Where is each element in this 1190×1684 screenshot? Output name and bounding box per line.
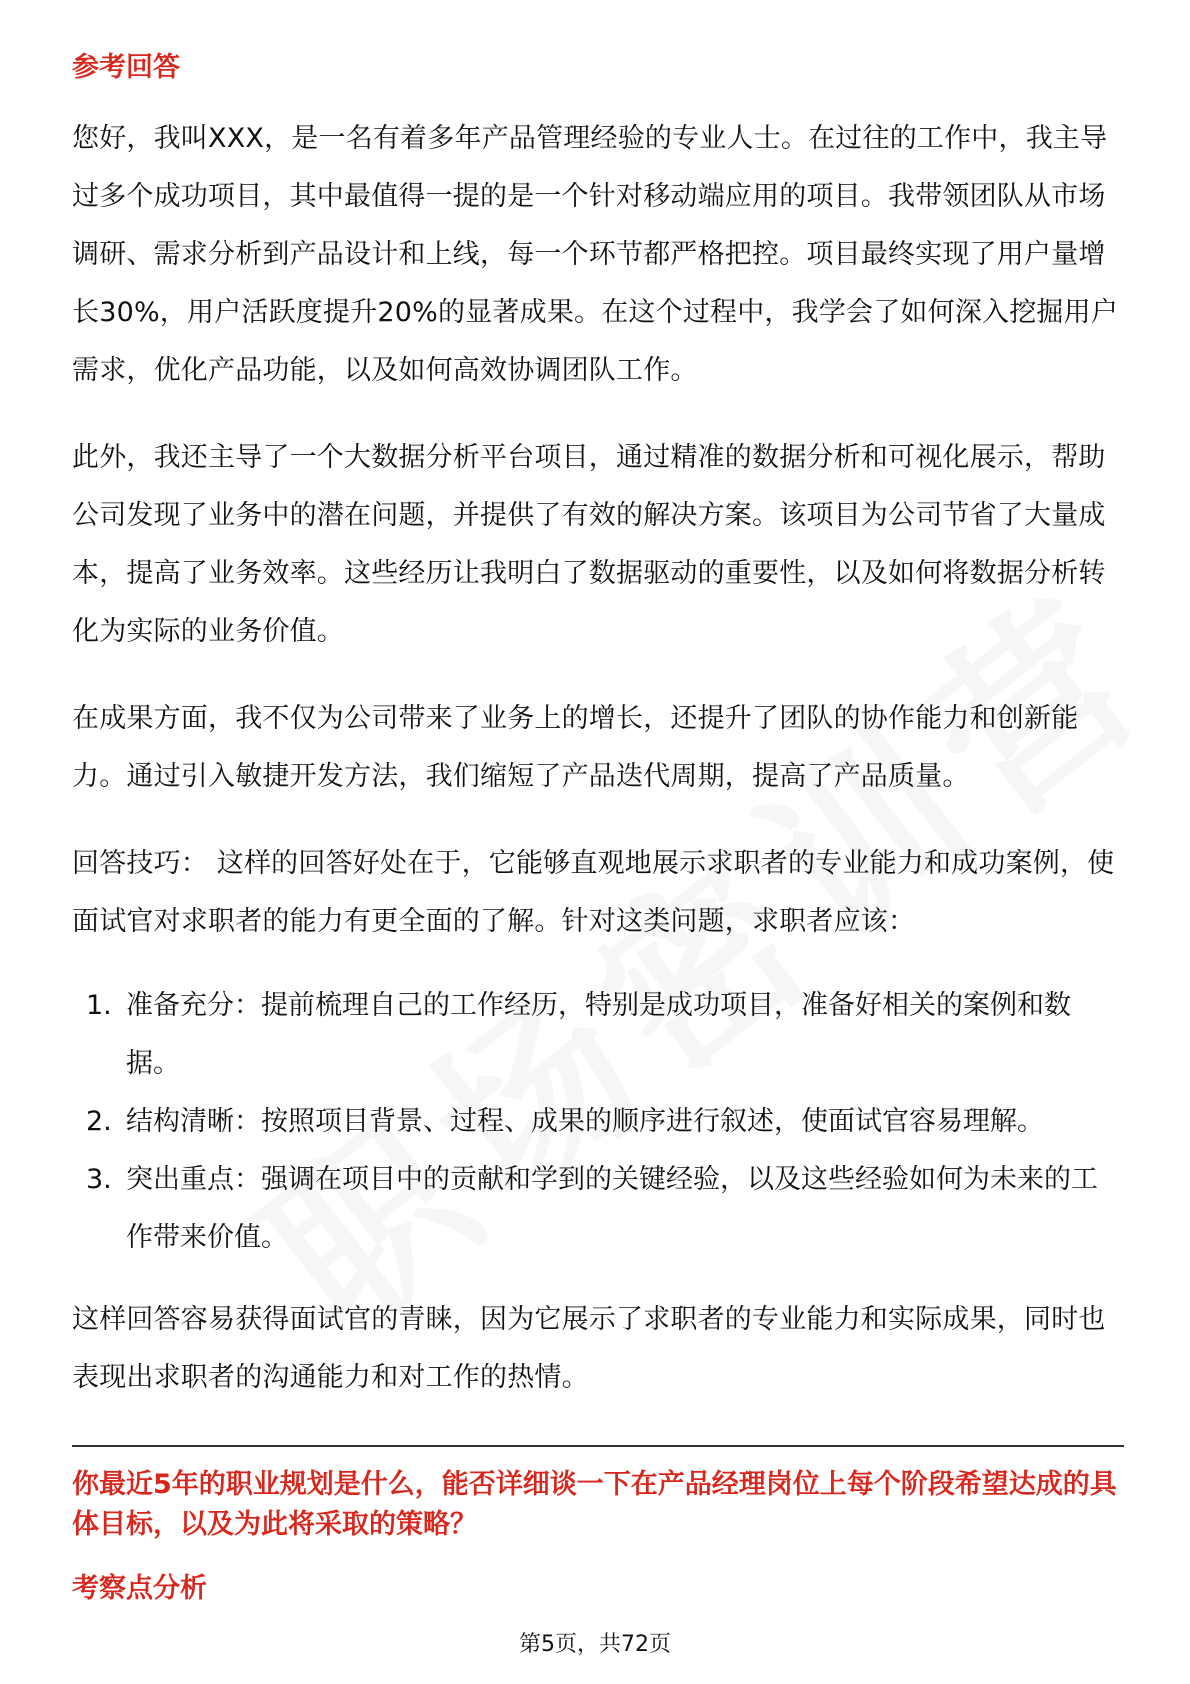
tips-list-text: 突出重点：强调在项目中的贡献和学到的关键经验，以及这些经验如何为未来的工作带来价值。 [126, 1164, 1098, 1253]
page-content [72, 48, 1124, 1609]
answer-paragraph-1: 您好，我叫XXX，是一名有着多年产品管理经验的专业人士。在过往的工作中，我主导过多个成功项目，其中最值得一提的是一个针对移动端应用的项目。我带领团队从市场调研、需求分析到产品设计和上线，每一个环节都严格把控。项目最终实现了用户量增长30%，用户活跃度提升20%的显著成果。在这个过程中，我学会了如何深入挖掘用户需求，优化产品功能，以及如何高效协调团队工作。 [72, 123, 1119, 386]
analysis-title: 考察点分析 [72, 1573, 207, 1604]
tips-list-text: 准备充分：提前梳理自己的工作经历，特别是成功项目，准备好相关的案例和数据。 [126, 990, 1071, 1079]
tips-list-text: 结构清晰：按照项目背景、过程、成果的顺序进行叙述，使面试官容易理解。 [126, 1106, 1044, 1137]
tips-list-number: 2. [86, 1106, 112, 1137]
answer-conclusion: 这样回答容易获得面试官的青睐，因为它展示了求职者的专业能力和实际成果，同时也表现出求职者的沟通能力和对工作的热情。 [72, 1304, 1106, 1393]
answer-paragraph-2: 此外，我还主导了一个大数据分析平台项目，通过精准的数据分析和可视化展示，帮助公司发现了业务中的潜在问题，并提供了有效的解决方案。该项目为公司节省了大量成本，提高了业务效率。这些经历让我明白了数据驱动的重要性，以及如何将数据分析转化为实际的业务价值。 [72, 442, 1106, 647]
section-title-reference-answer: 参考回答 [72, 52, 180, 83]
tips-list-number: 1. [86, 990, 112, 1021]
tips-list-item [72, 977, 1124, 1093]
answer-tips-intro: 回答技巧： 这样的回答好处在于，它能够直观地展示求职者的专业能力和成功案例，使面试官对求职者的能力有更全面的了解。针对这类问题，求职者应该： [72, 848, 1115, 937]
answer-paragraph-3: 在成果方面，我不仅为公司带来了业务上的增长，还提升了团队的协作能力和创新能力。通过引入敏捷开发方法，我们缩短了产品迭代周期，提高了产品质量。 [72, 703, 1079, 792]
page-footer: 第5页，共72页 [519, 1632, 671, 1657]
next-question: 你最近5年的职业规划是什么，能否详细谈一下在产品经理岗位上每个阶段希望达成的具体目标，以及为此将采取的策略？ [72, 1469, 1117, 1540]
tips-list-number: 3. [86, 1164, 112, 1195]
section-divider [72, 1445, 1124, 1447]
tips-list-item [72, 1151, 1124, 1267]
tips-list-item [72, 1093, 1124, 1151]
tips-list [72, 977, 1124, 1267]
